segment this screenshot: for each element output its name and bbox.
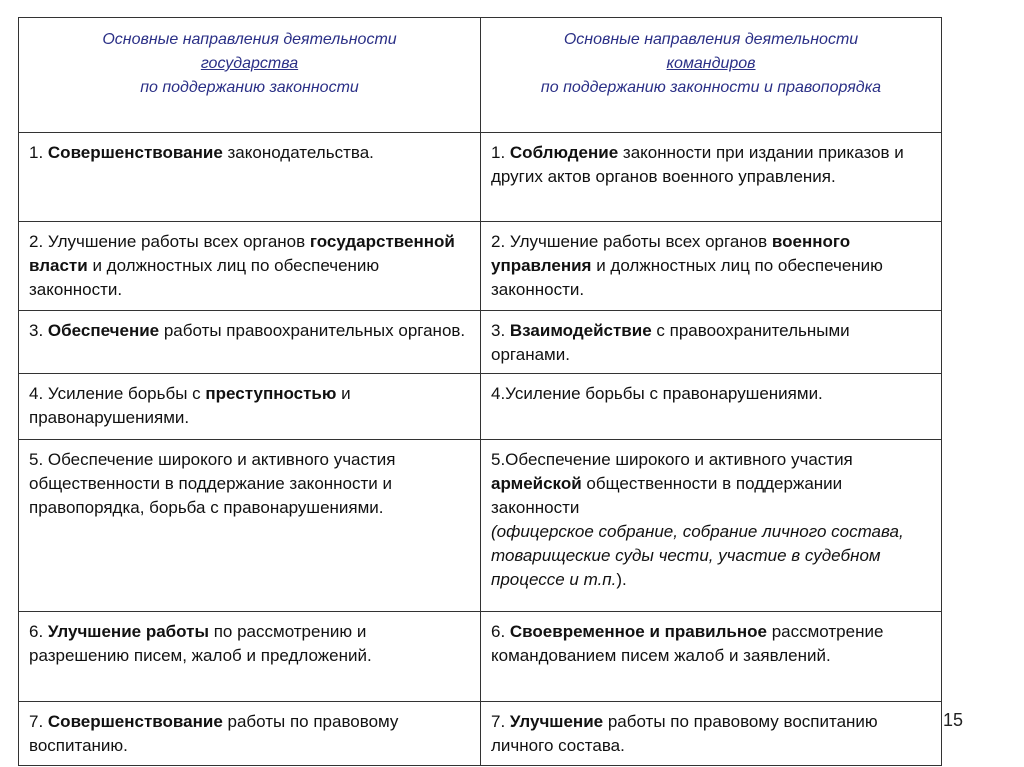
row1-right: 1. Соблюдение законности при издании приказов и других актов органов военного управления. [481, 133, 942, 222]
table-row [19, 612, 942, 702]
table-row [19, 311, 942, 374]
header-row [19, 18, 942, 133]
header-right-line3: по поддержанию законности и правопорядка [540, 79, 882, 96]
row2-right: 2. Улучшение работы всех органов военного управления и должностных лиц по обеспечению законности. [481, 222, 942, 311]
row7-right: 7. Улучшение работы по правовому воспитанию личного состава. [481, 702, 942, 766]
row6-right: 6. Своевременное и правильное рассмотрение командованием писем жалоб и заявлений. [481, 612, 942, 702]
row1-left: 1. Совершенствование законодательства. [19, 133, 481, 222]
header-right [481, 18, 942, 133]
row4-right: 4.Усиление борьбы с правонарушениями. [481, 374, 942, 440]
header-left-line2: государства [200, 55, 299, 72]
row7-left: 7. Совершенствование работы по правовому воспитанию. [19, 702, 481, 766]
table-row [19, 222, 942, 311]
header-right-line2: командиров [666, 55, 756, 72]
row5-left: 5. Обеспечение широкого и активного участия общественности в поддержание законности и правопорядка, борьба с правонарушениями. [19, 440, 481, 612]
row3-left: 3. Обеспечение работы правоохранительных органов. [19, 311, 481, 374]
directions-table [18, 17, 942, 766]
row4-left: 4. Усиление борьбы с преступностью и правонарушениями. [19, 374, 481, 440]
row5-right: 5.Обеспечение широкого и активного участия армейской общественности в поддержании законности (офицерское собрание, собрание личного состава, товарищеские суды чести, участие в судебном процессе и т.п.). [481, 440, 942, 612]
table-row [19, 374, 942, 440]
table-row [19, 440, 942, 612]
row3-right: 3. Взаимодействие с правоохранительными органами. [481, 311, 942, 374]
header-left [19, 18, 481, 133]
header-left-line3: по поддержанию законности [140, 79, 359, 96]
table-row [19, 702, 942, 766]
table-row [19, 133, 942, 222]
row6-left: 6. Улучшение работы по рассмотрению и разрешению писем, жалоб и предложений. [19, 612, 481, 702]
page-number: 15 [943, 710, 964, 730]
row2-left: 2. Улучшение работы всех органов государственной власти и должностных лиц по обеспечению законности. [19, 222, 481, 311]
header-right-line1: Основные направления деятельности [563, 31, 859, 48]
header-left-line1: Основные направления деятельности [102, 31, 397, 48]
